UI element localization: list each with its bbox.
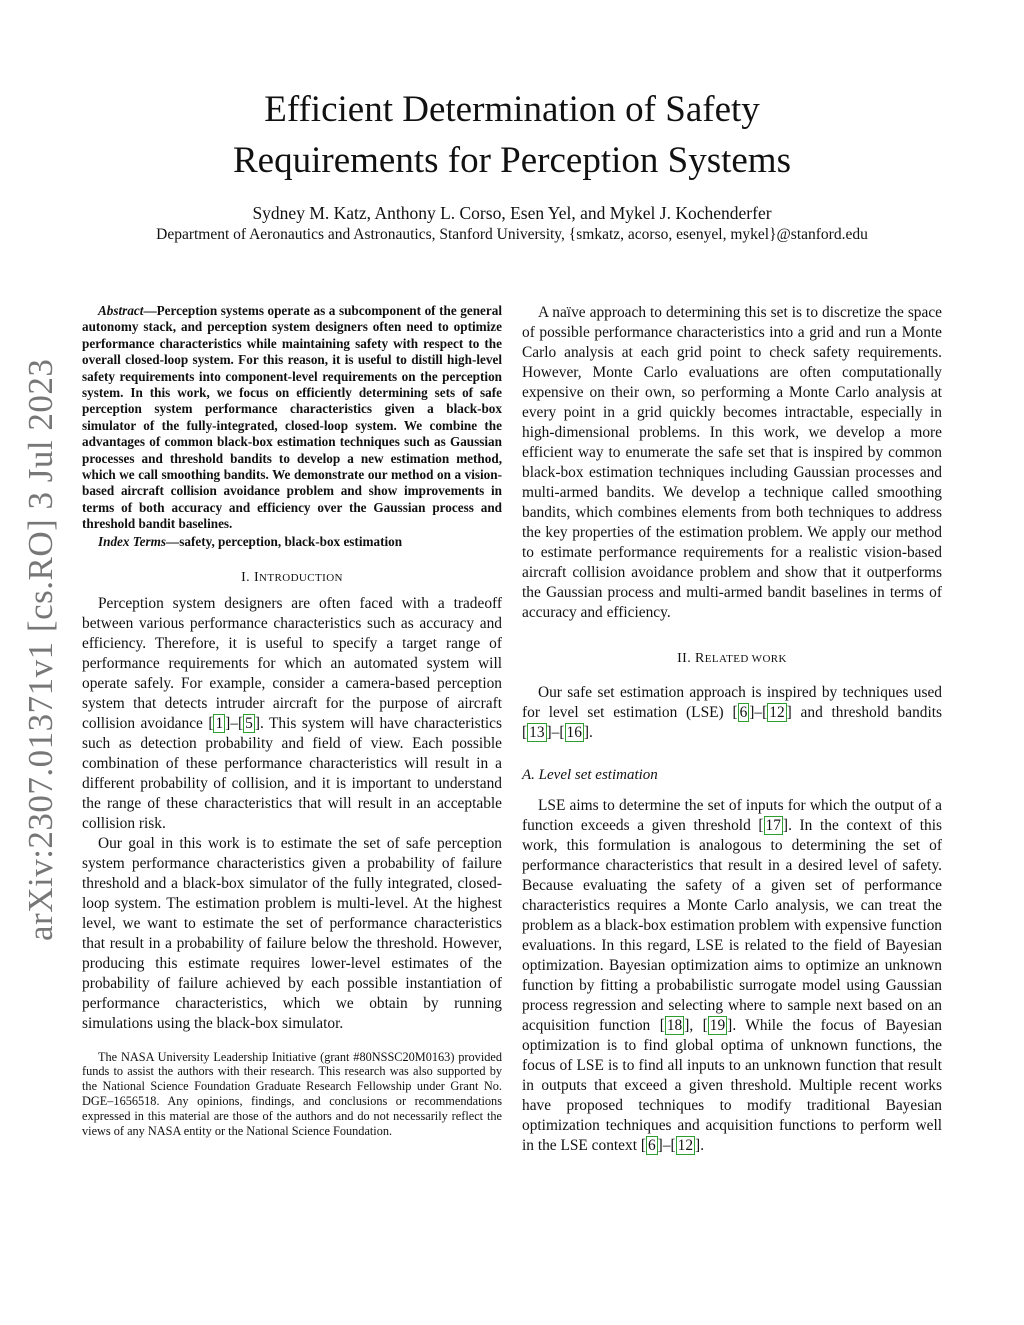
right-column <box>522 303 942 1156</box>
citation-link[interactable]: 6 <box>647 1137 656 1154</box>
section-heading-introduction: I. INTRODUCTION <box>241 569 343 585</box>
citation-link[interactable]: 6 <box>739 704 748 721</box>
left-column <box>82 303 502 1138</box>
index-terms-label: Index Terms <box>98 533 167 549</box>
intro-paragraph-2: Our goal in this work is to estimate the set of safe perception system performance characteristics given a probability of failure threshold and a black-box simulator of the fully integrated, closed-loop system. The estimation problem is multi-level. At the highest level, we want to estimate the set of performance characteristics that result in a probability of failure below the threshold. However, producing this estimate requires lower-level estimates of the probability of failure achieved by each possible instantiation of performance characteristics, which we obtain by running simulations using the black-box simulator. <box>82 834 502 1032</box>
abstract-label: Abstract <box>98 303 144 318</box>
paper-title <box>0 84 1024 186</box>
section-heading-related-work: II. RELATED WORK <box>677 651 787 666</box>
intro-paragraph-1: Perception system designers are often faced with a tradeoff between various performance characteristics such as accuracy and efficiency. Therefore, it is useful to specify a target range of performance requirements for which an automated system will operate safely. For example, consider a camera-based perception system that detects intruder aircraft for the purpose of aircraft collision avoidance [ 1 ]–[ 5 ]. This system will have characteristics such as detection probability and field of view. Each possible combination of these performance characteristics will result in a different probability of collision, and it is important to understand the range of these characteristics that will result in an acceptable collision risk. <box>82 594 503 832</box>
right-paragraph-1: A naïve approach to determining this set is to discretize the space of possible performance characteristics into a grid and run a Monte Carlo analysis at each grid point to check safety requirements. However, Monte Carlo evaluations are often computationally expensive on their own, so performing a Monte Carlo analysis at every point in a grid quickly becomes intractable, especially in high-dimensional problems. In this work, we develop a more efficient way to enumerate the safe set that is inspired by common black-box estimation techniques including Gaussian processes and multi-armed bandits. We develop a technique called smoothing bandits, which combines elements from both techniques to address the key properties of the estimation problem. We apply our method to estimate performance requirements for a realistic vision-based aircraft collision avoidance problem and show that it outperforms the Gaussian process and multi-armed bandit baselines in terms of accuracy and efficiency. <box>522 304 942 621</box>
funding-footnote: The NASA University Leadership Initiative (grant #80NSSC20M0163) provided funds to assist the authors with their research. This research was also supported by the National Science Foundation Graduate Research Fellowship under Grant No. DGE–1656518. Any opinions, findings, and conclusions or recommendations expressed in this material are those of the authors and do not necessarily reflect the views of any NASA entity or the National Science Foundation. <box>82 1049 502 1138</box>
citation-link[interactable]: 18 <box>666 1017 683 1034</box>
title-line-2: Requirements for Perception Systems <box>233 140 791 181</box>
title-line-1: Efficient Determination of Safety <box>264 89 760 130</box>
index-terms-body: —safety, perception, black-box estimation <box>166 533 403 549</box>
citation-link[interactable]: 12 <box>769 704 785 721</box>
related-paragraph-1: Our safe set estimation approach is inspired by techniques used for level set estimation (LSE) [ 6 ]–[ 12 ] and threshold bandits [ 13 ]–[ 16 ]. <box>522 684 943 741</box>
citation-link[interactable]: 19 <box>709 1017 726 1034</box>
citation-link[interactable]: 5 <box>245 714 253 732</box>
abstract-body: —Perception systems operate as a subcomponent of the general autonomy stack, and perception system designers often need to optimize performance characteristics while maintaining safety with respect to the overall closed-loop system. For this reason, it is useful to distill high-level safety requirements into component-level requirements on the perception system. In this work, we focus on efficiently determining sets of safe perception system performance characteristics given a black-box simulator of the fully-integrated, closed-loop system. We combine the advantages of common black-box estimation techniques such as Gaussian processes and threshold bandits to develop a new estimation method, which we call smoothing bandits. We demonstrate our method on a vision-based aircraft collision avoidance problem and show improvements in terms of both accuracy and efficiency over the Gaussian process and threshold bandit baselines. <box>82 303 502 532</box>
lse-paragraph-1: LSE aims to determine the set of inputs for which the output of a function exceeds a given threshold [ 17 ]. In the context of this work, this formulation is analogous to determining the set of performance characteristics that result in a desired level of safety. Because evaluating the safety of a given set of performance characteristics requires a Monte Carlo analysis, we can treat the problem as a black-box estimation problem with expensive function evaluations. In this regard, LSE is related to the field of Bayesian optimization. Bayesian optimization aims to optimize an unknown function by fitting a probabilistic surrogate model using Gaussian process regression and selecting where to sample next based on an acquisition function [ 18 ], [ 19 ]. While the focus of Bayesian optimization is to find global optima of unknown functions, the focus of LSE is to find all inputs to an unknown function that result in outputs that exceed a given threshold. Multiple recent works have proposed techniques to modify traditional Bayesian optimization techniques and acquisition functions to perform well in the LSE context [ 6 ]–[ 12 ]. <box>522 797 942 1154</box>
index-terms <box>82 533 502 550</box>
arxiv-stamp: arXiv:2307.01371v1 [cs.RO] 3 Jul 2023 <box>21 358 60 942</box>
abstract <box>82 303 502 533</box>
citation-link[interactable]: 13 <box>529 724 545 741</box>
citation-link[interactable]: 1 <box>215 714 224 732</box>
author-list: Sydney M. Katz, Anthony L. Corso, Esen Yel, and Mykel J. Kochenderfer <box>252 203 772 223</box>
subsection-heading-lse: A. Level set estimation <box>522 767 658 783</box>
citation-link[interactable]: 17 <box>765 817 781 834</box>
citation-link[interactable]: 16 <box>566 724 582 741</box>
affiliation: Department of Aeronautics and Astronautics, Stanford University, {smkatz, acorso, esenyel, mykel}@stanford.edu <box>156 226 868 243</box>
citation-link[interactable]: 12 <box>677 1137 694 1154</box>
